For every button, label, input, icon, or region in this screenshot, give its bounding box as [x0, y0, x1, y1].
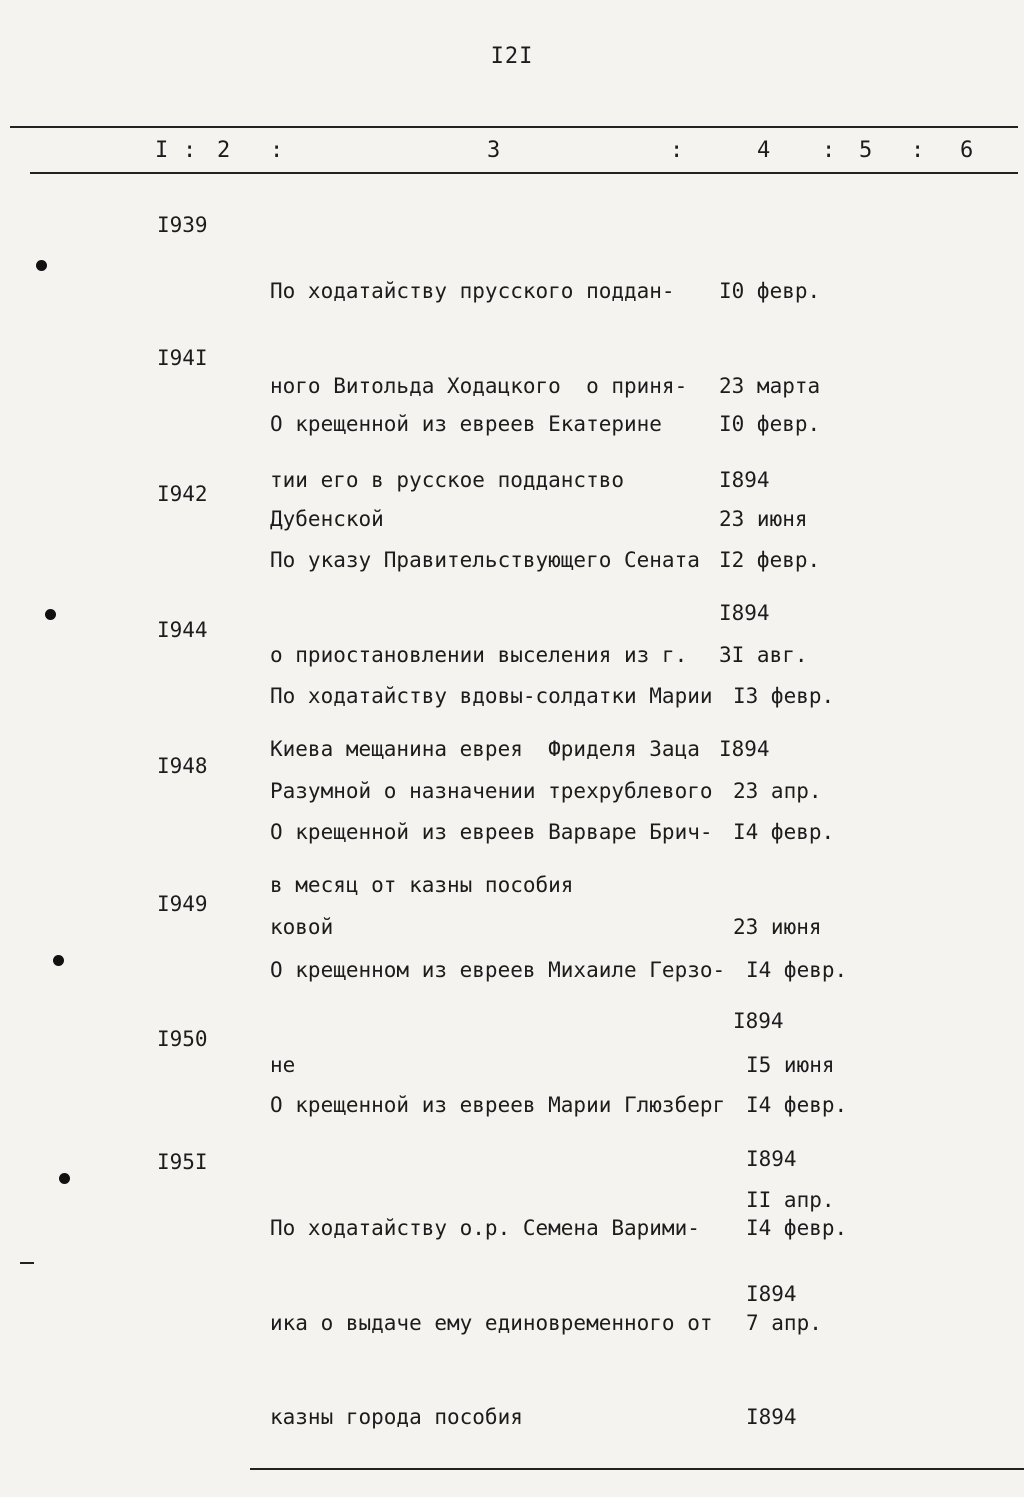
- entry-number: I944: [157, 618, 208, 642]
- date-line: 23 июня: [719, 506, 808, 531]
- column-separator: :: [183, 138, 197, 163]
- column-separator: :: [670, 138, 684, 163]
- description-line: о приостановлении выселения из г.: [270, 642, 688, 667]
- description-line: По ходатайству прусского поддан-: [270, 279, 675, 303]
- entry-number: I949: [157, 892, 208, 916]
- description-line: тии его в русское подданство: [270, 468, 625, 492]
- date-line: 23 июня: [733, 914, 822, 939]
- date-line: I894: [719, 468, 770, 492]
- entry-number: I95I: [157, 1150, 208, 1174]
- date-line: I894: [746, 1405, 797, 1429]
- description-line: ковой: [270, 914, 334, 939]
- description-line: ного Витольда Ходацкого о приня-: [270, 373, 688, 398]
- entry-row: [0, 1150, 1024, 1429]
- date-line: I4 февр.: [746, 1216, 848, 1240]
- page-number: I2I: [490, 44, 534, 69]
- column-header-4: 4: [757, 138, 771, 163]
- bottom-rule: [250, 1468, 1024, 1470]
- date-line: I3 февр.: [733, 684, 835, 708]
- column-header-2: 2: [217, 138, 231, 163]
- description-line: не: [270, 1052, 296, 1077]
- description-line: По указу Правительствующего Сената: [270, 548, 700, 572]
- margin-dash: [20, 1262, 34, 1264]
- description-line: О крещенной из евреев Варваре Брич-: [270, 820, 713, 844]
- column-separator: :: [270, 138, 284, 163]
- header-rule: [30, 172, 1018, 174]
- date-line: 7 апр.: [746, 1310, 822, 1335]
- date-line: I894: [746, 1147, 797, 1171]
- date-line: I4 февр.: [746, 958, 848, 982]
- column-header-5: 5: [859, 138, 873, 163]
- description-line: казны города пособия: [270, 1405, 523, 1429]
- column-separator: :: [822, 138, 836, 163]
- punch-hole-mark: [45, 609, 56, 620]
- description-line: По ходатайству о.р. Семена Варими-: [270, 1216, 700, 1240]
- entry-number: I950: [157, 1027, 208, 1051]
- date-line: I0 февр.: [719, 412, 821, 436]
- entry-description: [270, 1150, 713, 1497]
- date-line: I0 февр.: [719, 279, 821, 303]
- entry-number: I94I: [157, 346, 208, 370]
- date-line: 23 апр.: [733, 778, 822, 803]
- description-line: Киева мещанина еврея Фриделя Заца: [270, 737, 700, 761]
- entry-number: I948: [157, 754, 208, 778]
- punch-hole-mark: [36, 260, 47, 271]
- entry-number: I939: [157, 213, 208, 237]
- description-line: Разумной о назначении трехрублевого: [270, 778, 713, 803]
- description-line: О крещенной из евреев Марии Глюзберг: [270, 1093, 726, 1117]
- date-line: I894: [719, 737, 770, 761]
- column-header-3: 3: [487, 138, 501, 163]
- punch-hole-mark: [53, 955, 64, 966]
- description-line: ика о выдаче ему единовременного от: [270, 1310, 713, 1335]
- date-line: I894: [733, 1009, 784, 1033]
- description-line: По ходатайству вдовы-солдатки Марии: [270, 684, 713, 708]
- date-line: I2 февр.: [719, 548, 821, 572]
- date-line: I4 февр.: [746, 1093, 848, 1117]
- date-line: I894: [746, 1282, 797, 1306]
- date-line: II апр.: [746, 1187, 835, 1212]
- date-line: I894: [719, 601, 770, 625]
- column-separator: :: [911, 138, 925, 163]
- entry-number: I942: [157, 482, 208, 506]
- date-line: I4 февр.: [733, 820, 835, 844]
- date-line: 3I авг.: [719, 642, 808, 667]
- date-line: 23 марта: [719, 373, 821, 398]
- date-line: I5 июня: [746, 1052, 835, 1077]
- column-header-1: I: [155, 138, 169, 163]
- punch-hole-mark: [59, 1173, 70, 1184]
- top-rule: [10, 126, 1018, 128]
- column-header-6: 6: [960, 138, 974, 163]
- description-line: О крещенной из евреев Екатерине: [270, 412, 662, 436]
- entry-dates: [746, 1150, 847, 1497]
- description-line: в месяц от казны пособия: [270, 873, 574, 897]
- description-line: О крещенном из евреев Михаиле Герзо-: [270, 958, 726, 982]
- description-line: Дубенской: [270, 506, 384, 531]
